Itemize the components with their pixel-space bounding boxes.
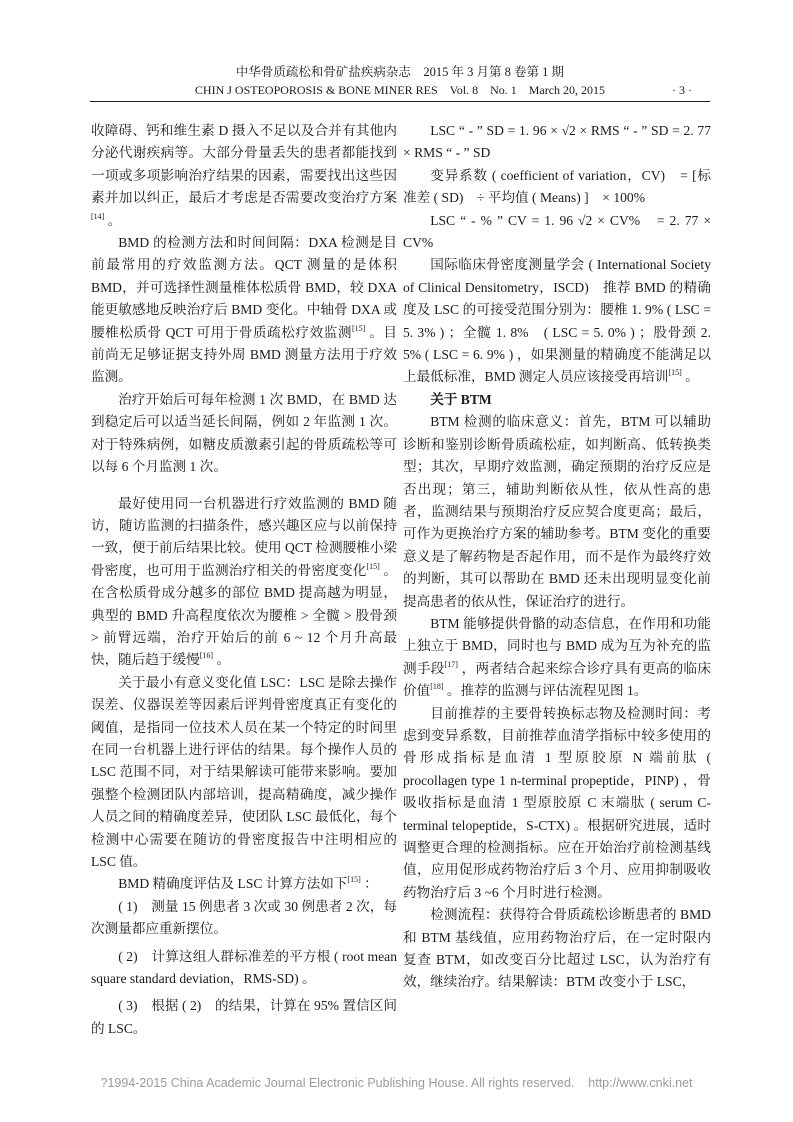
paragraph-text: ( 3) 根据 ( 2) 的结果，计算在 95% 置信区间的 LSC。 bbox=[91, 998, 397, 1036]
left-column bbox=[91, 120, 397, 1040]
paragraph-text: ： bbox=[360, 876, 378, 892]
paragraph bbox=[403, 703, 711, 905]
paragraph bbox=[403, 613, 711, 703]
citation-ref[interactable]: [15] bbox=[351, 323, 366, 333]
paragraph bbox=[91, 389, 397, 479]
citation-ref[interactable]: [15] bbox=[366, 561, 380, 571]
paragraph bbox=[91, 493, 397, 672]
right-column bbox=[403, 120, 711, 994]
citation-ref[interactable]: [14] bbox=[91, 211, 105, 221]
paragraph bbox=[91, 873, 397, 895]
paragraph-text: 。目前尚无足够证据支持外周 BMD 测量方法用于疗效监测。 bbox=[91, 324, 397, 385]
paragraph-text: 国际临床骨密度测量学会 ( International Society of Clinical Densitometry，ISCD) 推荐 BMD 的精确度及 LSC 的可接受范围分别为：腰椎 1. 9% ( LSC = 5. 3% ) ；全髋 1. 8% ( LSC = 5. 0% ) ；股骨颈 2. 5% ( LSC = 6. 9% ) ，如果测量的精确度不能满足以上最低标准，BMD 测定人员应该接受再培训 bbox=[403, 257, 711, 385]
paragraph bbox=[91, 896, 397, 941]
copyright-footer: ?1994-2015 China Academic Journal Electronic Publishing House. All rights reserved. http://www.cnki.net bbox=[100, 1076, 693, 1090]
journal-title-en: CHIN J OSTEOPOROSIS & BONE MINER RES Vol. 8 No. 1 March 20, 2015 bbox=[194, 83, 606, 97]
paragraph-text: BMD 的检测方法和时间间隔：DXA 检测是目前最常用的疗效监测方法。QCT 测量的是体积 BMD，并可选择性测量椎体松质骨 BMD，较 DXA 能更敏感地反映治疗后 BMD 变化。中轴骨 DXA 或腰椎松质骨 QCT 可用于骨质疏松疗效监测 bbox=[91, 235, 397, 340]
paragraph-text: BTM 检测的临床意义：首先，BTM 可以辅助诊断和鉴别诊断骨质疏松症，如判断高、低转换类型；其次，早期疗效监测，确定预期的治疗反应是否出现；第三，辅助判断依从性，依从性高的患者，监测结果与预期治疗反应契合度更高；最后，可作为更换治疗方案的辅助参考。BTM 变化的重要意义是了解药物是否起作用，而不是作为最终疗效的判断，其可以帮助在 BMD 还未出现明显变化前提高患者的依从性，保证治疗的进行。 bbox=[403, 414, 711, 609]
paragraph-text: 关于 BTM bbox=[430, 391, 492, 407]
paragraph bbox=[403, 254, 711, 388]
page-number: · 3 · bbox=[672, 83, 692, 97]
paragraph-text: 检测流程：获得符合骨质疏松诊断患者的 BMD 和 BTM 基线值，应用药物治疗后，在一定时限内复查 BTM，如改变百分比超过 LSC，认为治疗有效，继续治疗。结果解读：BTM 改变小于 LSC， bbox=[403, 907, 711, 990]
paragraph-text: 。在含松质骨成分越多的部位 BMD 提高越为明显，典型的 BMD 升高程度依次为腰椎 > 全髋 > 股骨颈 > 前臂远端，治疗开始后的前 6 ~ 12 个月升高最快，随后趋于缓慢 bbox=[91, 562, 398, 668]
paragraph-text: 。 bbox=[213, 652, 231, 668]
paragraph-text: 关于最小有意义变化值 LSC：LSC 是除去操作误差、仪器误差等因素后评判骨密度真正有变化的阈值，是指同一位技术人员在某一个特定的时间里在同一台机器上进行评估的结果。每个操作人员的 LSC 范围不同，对于结果解读可能带来影响。要加强整个检测团队内部培训，提高精确度，减少操作人员之间的精确度差异，使团队 LSC 最低化，每个检测中心需要在随访的骨密度报告中注明相应的 LSC 值。 bbox=[91, 674, 397, 869]
paragraph-text: ( 2) 计算这组人群标准差的平方根 ( root mean square standard deviation，RMS-SD) 。 bbox=[91, 948, 397, 987]
citation-ref[interactable]: [15] bbox=[347, 875, 361, 885]
paragraph-text: ( 1) 测量 15 例患者 3 次或 30 例患者 2 次，每次测量都应重新摆位。 bbox=[91, 898, 397, 937]
paragraph-text: LSC “ - ” SD = 1. 96 × √2 × RMS “ - ” SD = 2. 77 × RMS “ - ” SD bbox=[403, 123, 711, 161]
paragraph bbox=[403, 411, 711, 613]
paragraph bbox=[403, 120, 711, 165]
paragraph-text: LSC “ - % ” CV = 1. 96 √2 × CV% = 2. 77 × CV% bbox=[403, 212, 711, 251]
paragraph-text: BMD 精确度评估及 LSC 计算方法如下 bbox=[118, 876, 348, 892]
paragraph bbox=[91, 672, 397, 874]
paragraph-text: 目前推荐的主要骨转换标志物及检测时间：考虑到变异系数，目前推荐血清学指标中较多使用的骨形成指标是血清 1 型原胶原 N 端前肽 ( procollagen type 1 n-terminal propeptide，PINP) ，骨吸收指标是血清 1 型原胶原 C 末端肽 ( serum C-terminal telopeptide，S-CTX) 。根据研究进展，适时调整更合理的检测指标。应在开始治疗前检测基线值，应用促形成药物治疗后 3 个月、应用抑制吸收药物治疗后 3 ~6 个月时进行检测。 bbox=[403, 705, 711, 900]
journal-title-cn: 中华骨质疏松和骨矿盐疾病杂志 2015 年 3 月第 8 卷第 1 期 bbox=[235, 65, 565, 79]
paragraph-text: 最好使用同一台机器进行疗效监测的 BMD 随访，随访监测的扫描条件，感兴趣区应与以前保持一致，便于前后结果比较。使用 QCT 检测腰椎小梁骨密度，也可用于监测治疗相关的骨密度变化 bbox=[91, 495, 397, 578]
citation-ref[interactable]: [16] bbox=[199, 651, 214, 661]
paragraph-text: 。推荐的监测与评估流程见图 1。 bbox=[443, 683, 648, 699]
paragraph bbox=[403, 904, 711, 994]
paragraph bbox=[91, 995, 397, 1040]
paragraph-text: ，两者结合起来综合诊疗具有更高的临床价值 bbox=[403, 660, 711, 699]
paragraph bbox=[403, 210, 711, 255]
paragraph-text: 变异系数 ( coefficient of variation，CV) = [标准差 ( SD) ÷ 平均值 ( Means) ] × 100% bbox=[403, 167, 711, 206]
paragraph bbox=[91, 120, 397, 232]
paragraph bbox=[403, 165, 711, 210]
section-heading bbox=[403, 389, 711, 411]
paragraph-text: 。 bbox=[681, 369, 699, 385]
citation-ref[interactable]: [17] bbox=[444, 659, 458, 669]
paragraph-text: BTM 能够提供骨骼的动态信息，在作用和功能上独立于 BMD，同时也与 BMD 成为互为补充的监测手段 bbox=[403, 615, 711, 676]
paragraph-text: 收障碍、钙和维生素 D 摄入不足以及合并有其他内分泌代谢疾病等。大部分骨量丢失的患者都能找到一项或多项影响治疗结果的因素，需要找出这些因素并加以纠正，最后才考虑是否需要改变治疗方案 bbox=[91, 123, 397, 206]
paragraph-text: 治疗开始后可每年检测 1 次 BMD，在 BMD 达到稳定后可以适当延长间隔，例如 2 年监测 1 次。对于特殊病例，如糖皮质激素引起的骨质疏松等可以每 6 个月监测 1 次。 bbox=[91, 391, 397, 475]
paragraph bbox=[91, 946, 397, 991]
paragraph bbox=[91, 232, 397, 389]
citation-ref[interactable]: [15] bbox=[668, 368, 682, 378]
citation-ref[interactable]: [18] bbox=[430, 682, 444, 692]
header-rule bbox=[90, 101, 710, 102]
paragraph-text: 。 bbox=[104, 212, 122, 228]
